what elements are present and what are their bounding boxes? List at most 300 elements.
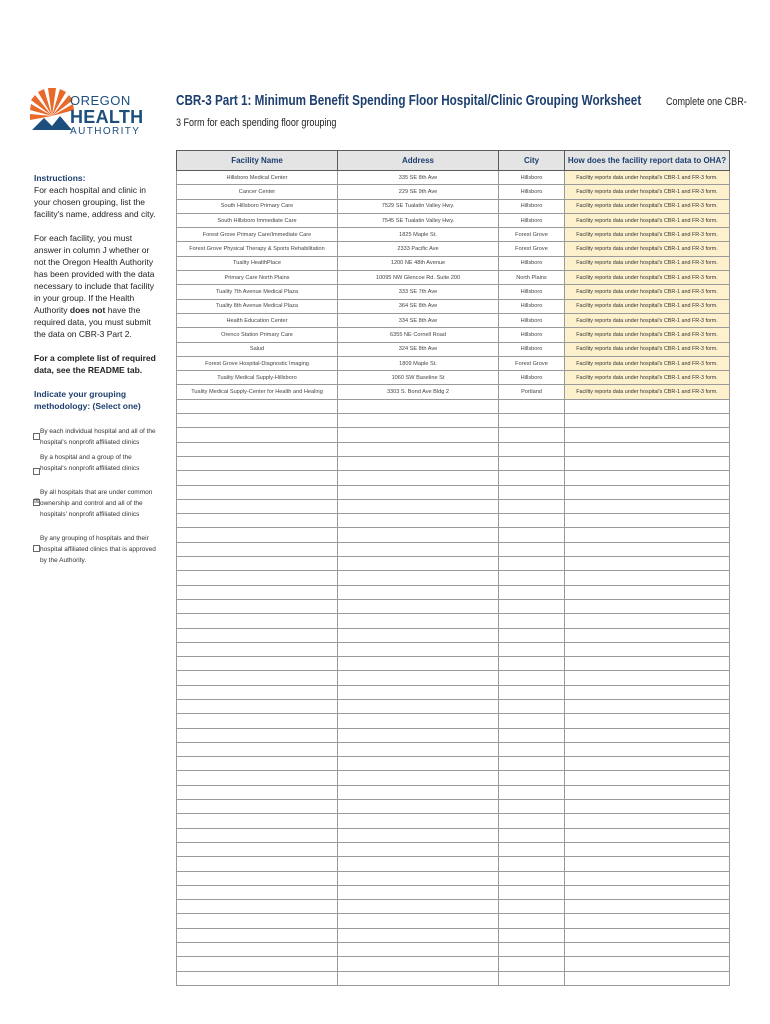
cell-city[interactable] [499,571,565,585]
cell-reporting-method[interactable] [565,771,730,785]
cell-city[interactable]: Hillsboro [499,185,565,199]
cell-reporting-method[interactable] [565,442,730,456]
cell-city[interactable] [499,842,565,856]
cell-facility-name[interactable] [177,971,338,985]
cell-reporting-method[interactable] [565,456,730,470]
cell-city[interactable]: Hillsboro [499,299,565,313]
cell-facility-name[interactable] [177,800,338,814]
cell-city[interactable] [499,628,565,642]
cell-city[interactable] [499,885,565,899]
table-row [177,714,730,728]
cell-address[interactable] [338,828,499,842]
cell-address[interactable] [338,971,499,985]
cell-address[interactable] [338,842,499,856]
facility-table [176,150,730,986]
table-row [177,785,730,799]
cell-reporting-method[interactable]: Facility reports data under hospital's CBR-1 and FR-3 form. [565,342,730,356]
cell-facility-name[interactable]: Forest Grove Hospital-Diagnostic Imaging [177,356,338,370]
cell-reporting-method[interactable]: Facility reports data under hospital's CBR-1 and FR-3 form. [565,285,730,299]
cell-reporting-method[interactable] [565,528,730,542]
cell-facility-name[interactable] [177,757,338,771]
cell-reporting-method[interactable]: Facility reports data under hospital's CBR-1 and FR-3 form. [565,371,730,385]
cell-city[interactable]: Forest Grove [499,228,565,242]
cell-address[interactable] [338,442,499,456]
cell-city[interactable] [499,399,565,413]
methodology-checkbox-3[interactable]: ☒ [34,499,40,505]
cell-city[interactable] [499,685,565,699]
cell-city[interactable] [499,542,565,556]
table-row [177,771,730,785]
cell-city[interactable]: Hillsboro [499,199,565,213]
cell-facility-name[interactable] [177,571,338,585]
cell-city[interactable] [499,599,565,613]
cell-facility-name[interactable]: South Hillsboro Primary Care [177,199,338,213]
oha-logo [30,86,142,148]
cell-reporting-method[interactable] [565,928,730,942]
cell-facility-name[interactable]: Hillsboro Medical Center [177,171,338,185]
cell-reporting-method[interactable] [565,671,730,685]
cell-reporting-method[interactable] [565,757,730,771]
cell-city[interactable] [499,928,565,942]
table-row [177,571,730,585]
cell-facility-name[interactable]: Tuality 8th Avenue Medical Plaza [177,299,338,313]
cell-address[interactable] [338,814,499,828]
table-row [177,528,730,542]
table-row [177,356,730,370]
methodology-checkbox-4[interactable] [33,545,40,552]
cell-facility-name[interactable] [177,728,338,742]
cell-reporting-method[interactable] [565,399,730,413]
cell-city[interactable] [499,857,565,871]
cell-address[interactable] [338,571,499,585]
cell-city[interactable] [499,671,565,685]
cell-facility-name[interactable] [177,399,338,413]
cell-facility-name[interactable] [177,442,338,456]
cell-city[interactable] [499,742,565,756]
cell-address[interactable] [338,671,499,685]
table-row [177,971,730,985]
cell-facility-name[interactable]: Tuality Medical Supply-Hillsboro [177,371,338,385]
cell-reporting-method[interactable]: Facility reports data under hospital's CBR-1 and FR-3 form. [565,242,730,256]
cell-address[interactable]: 1200 NE 48th Avenue [338,256,499,270]
cell-reporting-method[interactable] [565,914,730,928]
cell-address[interactable] [338,399,499,413]
cell-address[interactable]: 10095 NW Glencoe Rd. Suite 200 [338,271,499,285]
cell-city[interactable] [499,499,565,513]
cell-city[interactable] [499,414,565,428]
cell-city[interactable]: Hillsboro [499,171,565,185]
cell-city[interactable] [499,456,565,470]
cell-reporting-method[interactable] [565,557,730,571]
cell-address[interactable] [338,957,499,971]
table-row [177,228,730,242]
cell-reporting-method[interactable] [565,742,730,756]
cell-reporting-method[interactable] [565,842,730,856]
cell-reporting-method[interactable] [565,514,730,528]
table-row [177,728,730,742]
table-row [177,414,730,428]
cell-address[interactable] [338,699,499,713]
cell-reporting-method[interactable]: Facility reports data under hospital's CBR-1 and FR-3 form. [565,328,730,342]
cell-reporting-method[interactable] [565,900,730,914]
cell-facility-name[interactable] [177,642,338,656]
table-row [177,499,730,513]
cell-facility-name[interactable] [177,742,338,756]
cell-address[interactable]: 324 SE 8th Ave [338,342,499,356]
cell-address[interactable] [338,499,499,513]
table-row [177,814,730,828]
cell-reporting-method[interactable]: Facility reports data under hospital's CBR-1 and FR-3 form. [565,313,730,327]
instructions-panel [34,172,158,376]
methodology-checkbox-2[interactable] [33,468,40,475]
cell-city[interactable] [499,528,565,542]
cell-address[interactable]: 335 SE 8th Ave [338,171,499,185]
table-row [177,185,730,199]
cell-facility-name[interactable]: Orenco Station Primary Care [177,328,338,342]
cell-city[interactable] [499,900,565,914]
table-row [177,442,730,456]
methodology-option-3[interactable] [34,487,158,520]
methodology-option-label: By a hospital and a group of the hospital's nonprofit affiliated clinics [40,454,140,472]
cell-city[interactable] [499,728,565,742]
cell-address[interactable] [338,785,499,799]
cell-city[interactable] [499,699,565,713]
cell-address[interactable] [338,614,499,628]
table-row [177,757,730,771]
instructions-para2-bold: does not [69,305,106,315]
cell-reporting-method[interactable] [565,657,730,671]
cell-facility-name[interactable] [177,714,338,728]
cell-reporting-method[interactable]: Facility reports data under hospital's CBR-1 and FR-3 form. [565,185,730,199]
table-row [177,671,730,685]
cell-address[interactable] [338,685,499,699]
instructions-para2 [34,232,158,340]
cell-facility-name[interactable] [177,785,338,799]
cell-address[interactable]: 6355 NE Cornell Road [338,328,499,342]
table-row [177,471,730,485]
cell-reporting-method[interactable] [565,685,730,699]
cell-facility-name[interactable]: Tuality HealthPlace [177,256,338,270]
cell-address[interactable]: 334 SE 8th Ave [338,313,499,327]
cell-address[interactable]: 364 SE 8th Ave [338,299,499,313]
cell-reporting-method[interactable] [565,699,730,713]
cell-reporting-method[interactable]: Facility reports data under hospital's CBR-1 and FR-3 form. [565,356,730,370]
complete-note: Complete one CBR- [666,96,747,108]
cell-reporting-method[interactable] [565,714,730,728]
cell-facility-name[interactable] [177,514,338,528]
table-row [177,842,730,856]
table-row [177,342,730,356]
cell-reporting-method[interactable] [565,628,730,642]
cell-city[interactable] [499,485,565,499]
cell-city[interactable] [499,657,565,671]
table-row [177,428,730,442]
cell-city[interactable] [499,757,565,771]
cell-reporting-method[interactable]: Facility reports data under hospital's CBR-1 and FR-3 form. [565,271,730,285]
table-row [177,800,730,814]
cell-reporting-method[interactable] [565,828,730,842]
cell-facility-name[interactable] [177,471,338,485]
cell-address[interactable] [338,657,499,671]
cell-facility-name[interactable] [177,699,338,713]
cell-reporting-method[interactable]: Facility reports data under hospital's CBR-1 and FR-3 form. [565,299,730,313]
cell-reporting-method[interactable] [565,542,730,556]
cell-facility-name[interactable]: Cancer Center [177,185,338,199]
cell-address[interactable] [338,485,499,499]
cell-facility-name[interactable] [177,685,338,699]
table-row [177,685,730,699]
cell-address[interactable] [338,928,499,942]
cell-facility-name[interactable] [177,914,338,928]
cell-reporting-method[interactable] [565,943,730,957]
cell-reporting-method[interactable] [565,614,730,628]
cell-address[interactable]: 1809 Maple St. [338,356,499,370]
cell-reporting-method[interactable] [565,499,730,513]
cell-reporting-method[interactable] [565,585,730,599]
cell-reporting-method[interactable] [565,485,730,499]
table-row [177,299,730,313]
cell-city[interactable]: Hillsboro [499,285,565,299]
cell-address[interactable] [338,599,499,613]
methodology-heading: Indicate your grouping methodology: (Select one) [34,389,141,411]
table-row [177,514,730,528]
cell-address[interactable] [338,557,499,571]
cell-city[interactable] [499,771,565,785]
cell-address[interactable] [338,871,499,885]
cell-facility-name[interactable] [177,542,338,556]
cell-facility-name[interactable] [177,671,338,685]
cell-address[interactable] [338,471,499,485]
cell-city[interactable] [499,957,565,971]
cell-address[interactable]: 2333 Pacific Ave [338,242,499,256]
cell-city[interactable]: Hillsboro [499,328,565,342]
header-city: City [499,151,565,171]
cell-facility-name[interactable] [177,614,338,628]
table-row [177,213,730,227]
header-address: Address [338,151,499,171]
instructions-para1: For each hospital and clinic in your chosen grouping, list the facility's name, address and city. [34,185,156,219]
cell-address[interactable]: 333 SE 7th Ave [338,285,499,299]
table-row [177,900,730,914]
cell-facility-name[interactable] [177,414,338,428]
cell-city[interactable] [499,585,565,599]
cell-address[interactable]: 1825 Maple St. [338,228,499,242]
cell-address[interactable] [338,900,499,914]
cell-reporting-method[interactable] [565,957,730,971]
cell-address[interactable]: 7545 SE Tualatin Valley Hwy. [338,213,499,227]
cell-city[interactable]: Forest Grove [499,242,565,256]
instructions-para3: For a complete list of required data, see the README tab. [34,353,156,375]
cell-reporting-method[interactable] [565,571,730,585]
methodology-option-1[interactable] [34,426,158,448]
cell-reporting-method[interactable]: Facility reports data under hospital's CBR-1 and FR-3 form. [565,256,730,270]
methodology-checkbox-1[interactable] [33,433,40,440]
table-row [177,871,730,885]
cell-city[interactable] [499,814,565,828]
cell-address[interactable] [338,585,499,599]
cell-facility-name[interactable]: Health Education Center [177,313,338,327]
cell-reporting-method[interactable]: Facility reports data under hospital's CBR-1 and FR-3 form. [565,199,730,213]
cell-reporting-method[interactable]: Facility reports data under hospital's CBR-1 and FR-3 form. [565,171,730,185]
cell-city[interactable] [499,800,565,814]
instructions-heading: Instructions: [34,173,86,183]
cell-city[interactable]: Hillsboro [499,371,565,385]
cell-address[interactable] [338,714,499,728]
methodology-option-4[interactable] [34,533,158,566]
cell-reporting-method[interactable] [565,785,730,799]
cell-address[interactable] [338,542,499,556]
cell-reporting-method[interactable]: Facility reports data under hospital's CBR-1 and FR-3 form. [565,228,730,242]
cell-reporting-method[interactable] [565,800,730,814]
cell-address[interactable]: 229 SE 9th Ave [338,185,499,199]
cell-city[interactable]: Hillsboro [499,213,565,227]
table-row [177,199,730,213]
table-row [177,328,730,342]
cell-facility-name[interactable]: South Hillsboro Immediate Care [177,213,338,227]
cell-reporting-method[interactable] [565,871,730,885]
cell-city[interactable] [499,557,565,571]
cell-facility-name[interactable] [177,657,338,671]
cell-address[interactable]: 7529 SE Tualatin Valley Hwy. [338,199,499,213]
table-row [177,957,730,971]
cell-facility-name[interactable] [177,871,338,885]
table-row [177,171,730,185]
cell-address[interactable] [338,528,499,542]
table-row [177,313,730,327]
cell-facility-name[interactable]: Primary Care North Plains [177,271,338,285]
cell-facility-name[interactable] [177,528,338,542]
cell-address[interactable] [338,742,499,756]
table-body [177,171,730,986]
cell-reporting-method[interactable]: Facility reports data under hospital's CBR-1 and FR-3 form. [565,385,730,399]
cell-facility-name[interactable] [177,585,338,599]
cell-city[interactable]: Hillsboro [499,256,565,270]
cell-address[interactable]: 1060 SW Baseline St [338,371,499,385]
cell-address[interactable] [338,857,499,871]
cell-facility-name[interactable] [177,557,338,571]
cell-reporting-method[interactable] [565,642,730,656]
table-row [177,742,730,756]
cell-reporting-method[interactable]: Facility reports data under hospital's CBR-1 and FR-3 form. [565,213,730,227]
cell-city[interactable] [499,642,565,656]
cell-address[interactable] [338,943,499,957]
cell-city[interactable]: Hillsboro [499,313,565,327]
cell-facility-name[interactable]: Forest Grove Physical Therapy & Sports Rehabilitation [177,242,338,256]
cell-city[interactable] [499,442,565,456]
cell-reporting-method[interactable] [565,885,730,899]
cell-facility-name[interactable]: Salud [177,342,338,356]
cell-facility-name[interactable]: Forest Grove Primary Care/Immediate Care [177,228,338,242]
table-header-row [177,151,730,171]
cell-city[interactable] [499,514,565,528]
cell-city[interactable] [499,871,565,885]
cell-city[interactable] [499,471,565,485]
page-title: CBR-3 Part 1: Minimum Benefit Spending Floor Hospital/Clinic Grouping Worksheet [176,92,642,109]
table-row [177,371,730,385]
cell-facility-name[interactable] [177,628,338,642]
cell-facility-name[interactable] [177,599,338,613]
table-row [177,256,730,270]
cell-facility-name[interactable] [177,428,338,442]
cell-city[interactable] [499,714,565,728]
cell-city[interactable] [499,914,565,928]
cell-address[interactable] [338,514,499,528]
cell-facility-name[interactable] [177,900,338,914]
cell-facility-name[interactable] [177,857,338,871]
cell-facility-name[interactable] [177,456,338,470]
cell-address[interactable] [338,885,499,899]
cell-address[interactable]: 3303 S. Bond Ave Bldg 2 [338,385,499,399]
cell-city[interactable] [499,614,565,628]
cell-city[interactable]: Forest Grove [499,356,565,370]
methodology-option-label: By each individual hospital and all of the hospital's nonprofit affiliated clinics [40,428,156,446]
cell-address[interactable] [338,757,499,771]
cell-reporting-method[interactable] [565,428,730,442]
cell-city[interactable] [499,943,565,957]
cell-facility-name[interactable] [177,928,338,942]
table-row [177,914,730,928]
cell-reporting-method[interactable] [565,414,730,428]
cell-facility-name[interactable] [177,842,338,856]
table-row [177,557,730,571]
cell-address[interactable] [338,456,499,470]
cell-facility-name[interactable] [177,943,338,957]
cell-address[interactable] [338,728,499,742]
table-row [177,857,730,871]
methodology-option-label: By all hospitals that are under common ownership and control and all of the hospitals' nonprofit affiliated clinics [40,489,153,518]
cell-address[interactable] [338,642,499,656]
cell-facility-name[interactable] [177,485,338,499]
cell-facility-name[interactable] [177,771,338,785]
cell-reporting-method[interactable] [565,971,730,985]
cell-reporting-method[interactable] [565,814,730,828]
cell-city[interactable] [499,428,565,442]
cell-reporting-method[interactable] [565,728,730,742]
cell-address[interactable] [338,628,499,642]
cell-reporting-method[interactable] [565,599,730,613]
cell-city[interactable] [499,971,565,985]
cell-facility-name[interactable] [177,957,338,971]
cell-facility-name[interactable]: Tuality Medical Supply-Center for Health and Healing [177,385,338,399]
methodology-option-2[interactable] [34,452,158,474]
cell-address[interactable] [338,800,499,814]
cell-facility-name[interactable] [177,828,338,842]
table-row [177,699,730,713]
cell-reporting-method[interactable] [565,857,730,871]
grouping-methodology [34,388,158,566]
cell-city[interactable]: Portland [499,385,565,399]
cell-city[interactable]: Hillsboro [499,342,565,356]
cell-facility-name[interactable] [177,814,338,828]
table-row [177,628,730,642]
table-row [177,885,730,899]
cell-address[interactable] [338,414,499,428]
sunburst-logo-icon [30,86,74,146]
table-row [177,271,730,285]
cell-facility-name[interactable]: Tuality 7th Avenue Medical Plaza [177,285,338,299]
cell-city[interactable] [499,828,565,842]
cell-city[interactable]: North Plains [499,271,565,285]
cell-facility-name[interactable] [177,499,338,513]
cell-address[interactable] [338,428,499,442]
cell-reporting-method[interactable] [565,471,730,485]
table-row [177,599,730,613]
cell-city[interactable] [499,785,565,799]
cell-address[interactable] [338,771,499,785]
cell-facility-name[interactable] [177,885,338,899]
header-facility-name: Facility Name [177,151,338,171]
cell-address[interactable] [338,914,499,928]
